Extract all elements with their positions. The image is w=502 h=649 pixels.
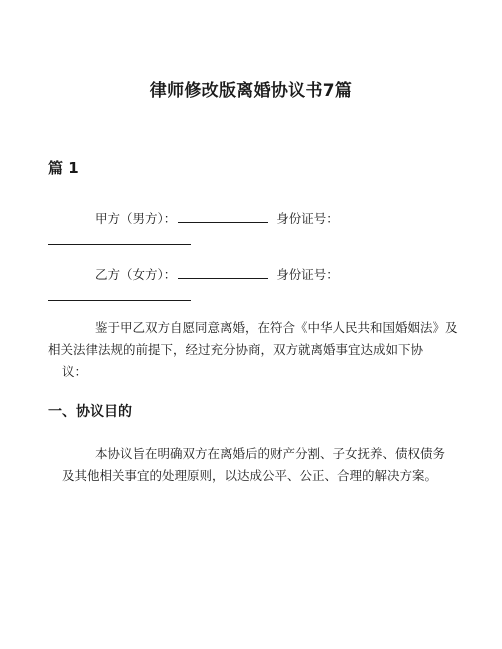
preamble-line-1: 鉴于甲乙双方自愿同意离婚，在符合《中华人民共和国婚姻法》及 (95, 320, 458, 335)
party-b-label: 乙方（女方）： (95, 267, 177, 282)
section-heading: 篇 1 (48, 159, 79, 177)
party-b-id-label: 身份证号： (276, 267, 339, 282)
party-b-id-line (48, 287, 458, 306)
party-a-label: 甲方（男方）： (95, 211, 177, 226)
preamble-line-2: 相关法律法规的前提下，经过充分协商，双方就离婚事宜达成如下协 (48, 342, 424, 357)
clause-line-2: 及其他相关事宜的处理原则，以达成公平、公正、合理的解决方案。 (62, 468, 438, 483)
party-a-line (95, 209, 460, 228)
party-a-name-blank (178, 209, 268, 223)
party-b-id-blank (48, 287, 191, 301)
clause-heading: 一、协议目的 (48, 404, 132, 420)
document-title: 律师修改版离婚协议书7篇 (149, 81, 353, 101)
party-a-id-line (48, 231, 458, 250)
preamble-line-3: 议： (62, 364, 88, 379)
party-a-id-label: 身份证号： (276, 211, 339, 226)
party-a-id-blank (48, 231, 191, 245)
clause-line-1: 本协议旨在明确双方在离婚后的财产分割、子女抚养、债权债务 (95, 446, 446, 461)
party-b-line (95, 265, 460, 284)
party-b-name-blank (178, 265, 268, 279)
